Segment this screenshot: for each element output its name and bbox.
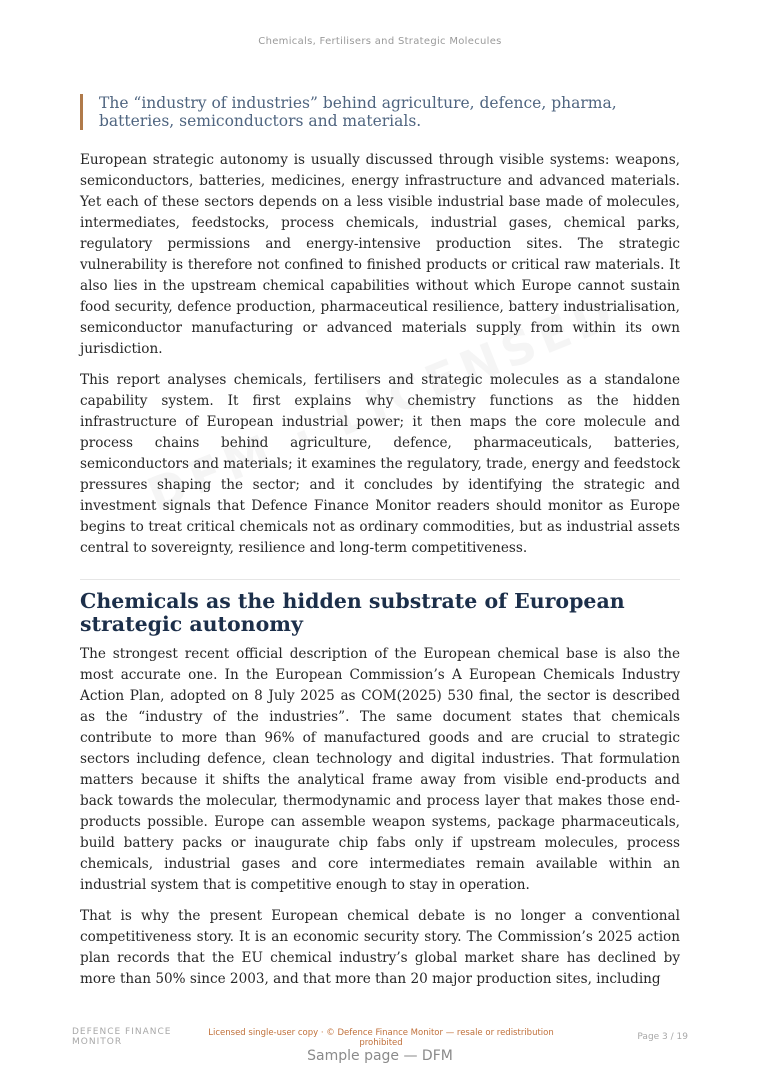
sample-page-label: Sample page — DFM — [307, 1048, 453, 1064]
footer-brand: DEFENCE FINANCE MONITOR — [72, 1027, 172, 1047]
footer-license-notice: Licensed single-user copy · © Defence Finance Monitor — resale or redistribution prohibited — [208, 1028, 554, 1048]
section-paragraph-2: That is why the present European chemical debate is no longer a conventional competitiveness story. It is an economic security story. The Commission’s 2025 action plan records that the EU chemical industry’s global market share has declined by more than 50% since 2003, and that more than 20 major production sites, including — [80, 908, 680, 987]
section-paragraph-1: The strongest recent official description of the European chemical base is also the most accurate one. In the European Commission’s A European Chemicals Industry Action Plan, adopted on 8 July 2025 as COM(2025) 530 final, the sector is described as the “industry of the industries”. The same document states that chemicals contribute to more than 96% of manufactured goods and are crucial to strategic sectors including defence, clean technology and digital industries. That formulation matters because it shifts the analytical frame away from visible end-products and back towards the molecular, thermodynamic and process layer that makes those end-products possible. Europe can assemble weapon systems, package pharmaceuticals, build battery packs or inaugurate chip fabs only if upstream molecules, process chemicals, industrial gases and core intermediates remain available within an industrial system that is competitive enough to stay in operation. — [80, 646, 680, 893]
section-divider — [80, 579, 680, 580]
page-content — [80, 94, 680, 1000]
pull-quote: The “industry of industries” behind agriculture, defence, pharma, batteries, semiconductors and materials. — [80, 94, 680, 130]
page-footer — [72, 1026, 688, 1050]
page-number: Page 3 / 19 — [637, 1032, 688, 1042]
intro-paragraph-2: This report analyses chemicals, fertilisers and strategic molecules as a standalone capability system. It first explains why chemistry functions as the hidden infrastructure of European industrial power; it then maps the core molecule and process chains behind agriculture, defence, pharmaceuticals, batteries, semiconductors and materials; it examines the regulatory, trade, energy and feedstock pressures shaping the sector; and it concludes by identifying the strategic and investment signals that Defence Finance Monitor readers should monitor as Europe begins to treat critical chemicals not as ordinary commodities, but as industrial assets central to sovereignty, resilience and long-term competitiveness. — [80, 372, 680, 556]
section-heading: Chemicals as the hidden substrate of European strategic autonomy — [80, 589, 625, 636]
running-header: Chemicals, Fertilisers and Strategic Molecules — [258, 36, 502, 47]
intro-paragraph-1: European strategic autonomy is usually discussed through visible systems: weapons, semiconductors, batteries, medicines, energy infrastructure and advanced materials. Yet each of these sectors depends on a less visible industrial base made of molecules, intermediates, feedstocks, process chemicals, industrial gases, chemical parks, regulatory permissions and energy-intensive production sites. The strategic vulnerability is therefore not confined to finished products or critical raw materials. It also lies in the upstream chemical capabilities without which Europe cannot sustain food security, defence production, pharmaceutical resilience, battery industrialisation, semiconductor manufacturing or advanced materials supply from within its own jurisdiction. — [80, 152, 680, 357]
